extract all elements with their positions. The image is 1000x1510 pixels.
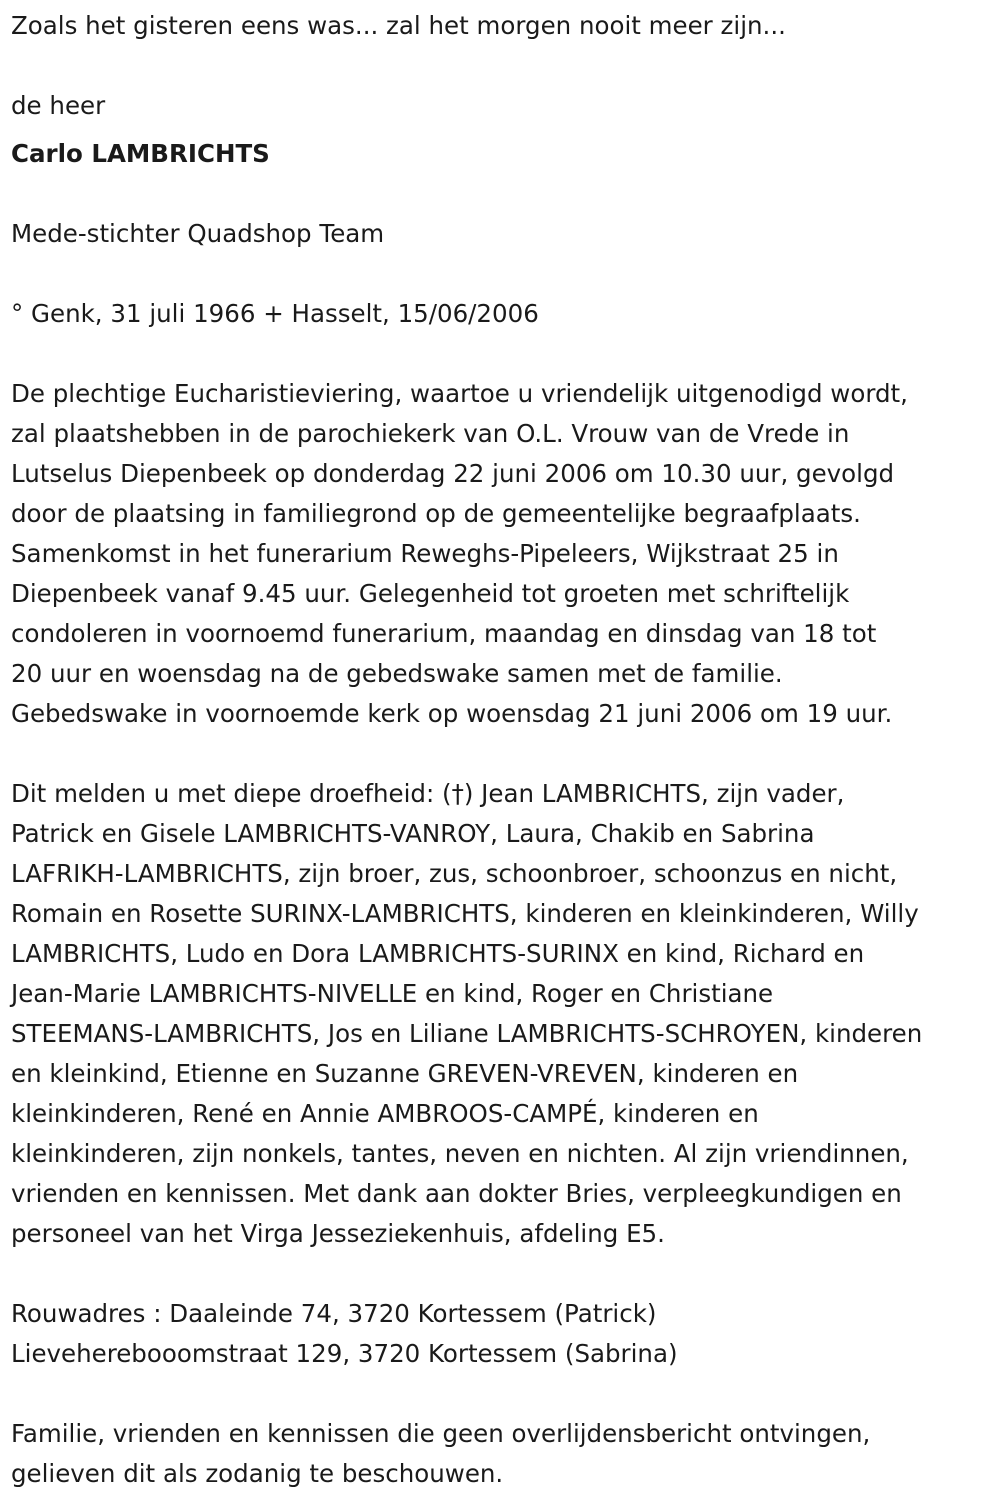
ceremony-paragraph <box>11 374 990 734</box>
family-line: vrienden en kennissen. Met dank aan dokter Bries, verpleegkundigen en <box>11 1179 902 1208</box>
spacer <box>11 46 990 86</box>
birth-death-dates: ° Genk, 31 juli 1966 + Hasselt, 15/06/2006 <box>11 299 539 328</box>
ceremony-line: Samenkomst in het funerarium Reweghs-Pipeleers, Wijkstraat 25 in <box>11 539 839 568</box>
ceremony-line: 20 uur en woensdag na de gebedswake samen met de familie. <box>11 659 783 688</box>
family-line: Jean-Marie LAMBRICHTS-NIVELLE en kind, Roger en Christiane <box>11 979 774 1008</box>
role: Mede-stichter Quadshop Team <box>11 219 385 248</box>
spacer <box>11 1374 990 1414</box>
spacer <box>11 334 990 374</box>
spacer <box>11 734 990 774</box>
family-line: kleinkinderen, zijn nonkels, tantes, neven en nichten. Al zijn vriendinnen, <box>11 1139 909 1168</box>
address-line: Lieveherebooomstraat 129, 3720 Kortessem (Sabrina) <box>11 1339 678 1368</box>
spacer <box>11 174 990 214</box>
family-line: en kleinkind, Etienne en Suzanne GREVEN-VREVEN, kinderen en <box>11 1059 799 1088</box>
family-line: LAFRIKH-LAMBRICHTS, zijn broer, zus, schoonbroer, schoonzus en nicht, <box>11 859 898 888</box>
family-paragraph <box>11 774 990 1254</box>
closing-line: Familie, vrienden en kennissen die geen overlijdensbericht ontvingen, <box>11 1419 871 1448</box>
ceremony-line: Lutselus Diepenbeek op donderdag 22 juni 2006 om 10.30 uur, gevolgd <box>11 459 895 488</box>
family-line: STEEMANS-LAMBRICHTS, Jos en Liliane LAMBRICHTS-SCHROYEN, kinderen <box>11 1019 923 1048</box>
address-block <box>11 1294 990 1374</box>
spacer <box>11 254 990 294</box>
ceremony-line: Gebedswake in voornoemde kerk op woensdag 21 juni 2006 om 19 uur. <box>11 699 893 728</box>
ceremony-line: door de plaatsing in familiegrond op de gemeentelijke begraafplaats. <box>11 499 861 528</box>
closing-paragraph <box>11 1414 990 1494</box>
spacer <box>11 1254 990 1294</box>
ceremony-line: zal plaatshebben in de parochiekerk van O.L. Vrouw van de Vrede in <box>11 419 850 448</box>
title-prefix: de heer <box>11 91 106 120</box>
ceremony-line: Diepenbeek vanaf 9.45 uur. Gelegenheid tot groeten met schriftelijk <box>11 579 850 608</box>
family-line: Romain en Rosette SURINX-LAMBRICHTS, kinderen en kleinkinderen, Willy <box>11 899 919 928</box>
family-line: kleinkinderen, René en Annie AMBROOS-CAMPÉ, kinderen en <box>11 1099 759 1128</box>
deceased-name: Carlo LAMBRICHTS <box>11 139 270 168</box>
family-line: Dit melden u met diepe droefheid: (†) Jean LAMBRICHTS, zijn vader, <box>11 779 845 808</box>
address-line: Rouwadres : Daaleinde 74, 3720 Kortessem (Patrick) <box>11 1299 657 1328</box>
motto: Zoals het gisteren eens was... zal het morgen nooit meer zijn... <box>11 11 786 40</box>
ceremony-line: De plechtige Eucharistieviering, waartoe u vriendelijk uitgenodigd wordt, <box>11 379 908 408</box>
family-line: LAMBRICHTS, Ludo en Dora LAMBRICHTS-SURINX en kind, Richard en <box>11 939 865 968</box>
ceremony-line: condoleren in voornoemd funerarium, maandag en dinsdag van 18 tot <box>11 619 877 648</box>
family-line: Patrick en Gisele LAMBRICHTS-VANROY, Laura, Chakib en Sabrina <box>11 819 815 848</box>
spacer <box>11 126 990 134</box>
closing-line: gelieven dit als zodanig te beschouwen. <box>11 1459 504 1488</box>
family-line: personeel van het Virga Jesseziekenhuis, afdeling E5. <box>11 1219 665 1248</box>
